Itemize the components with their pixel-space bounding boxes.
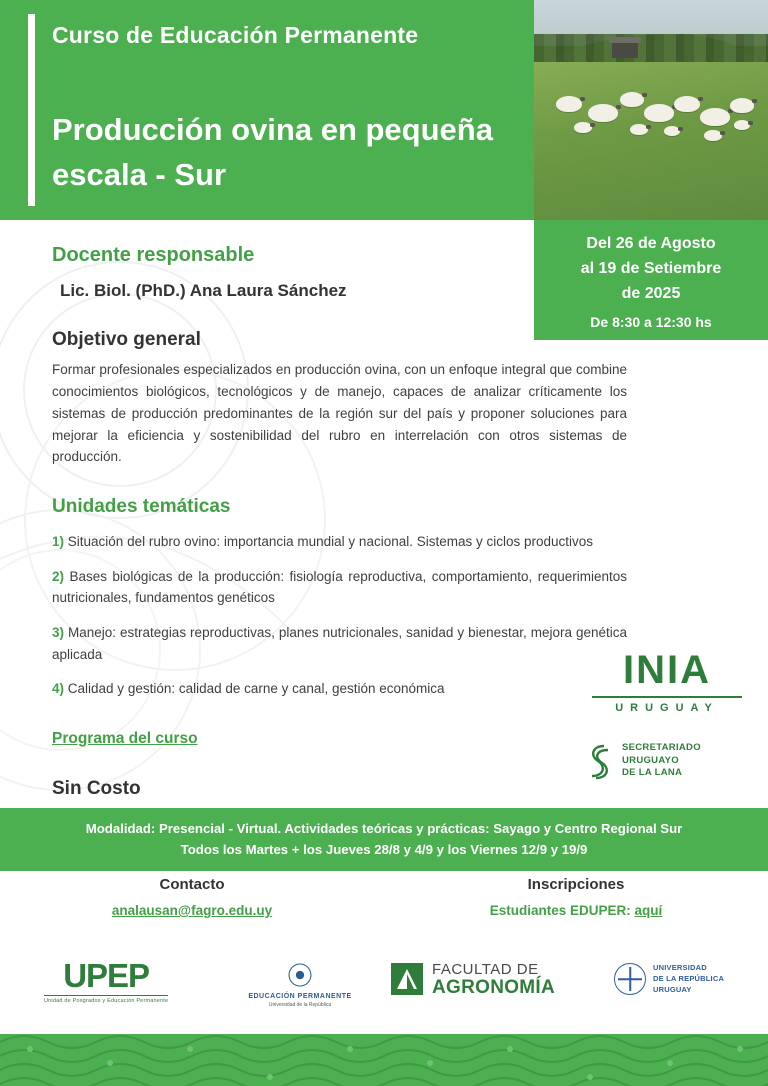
objective-title: Objetivo general: [52, 329, 201, 350]
contact-section: [0, 876, 768, 918]
inia-country: URUGUAY: [592, 696, 742, 714]
teacher-name: Lic. Biol. (PhD.) Ana Laura Sánchez: [60, 281, 347, 300]
units-list: [52, 531, 627, 700]
eduper-line-1: EDUCACIÓN PERMANENTE: [248, 993, 352, 1000]
bottom-pattern: [0, 1034, 768, 1086]
unit-text: Manejo: estrategias reproductivas, planes nutricionales, sanidad y bienestar, mejora genética aplicada: [52, 625, 627, 662]
teacher-label: Docente responsable: [52, 244, 255, 266]
registration-value: [384, 903, 768, 918]
unit-number: 3): [52, 625, 65, 641]
unit-number: 1): [52, 534, 65, 550]
modality-line-2: Todos los Martes + los Jueves 28/8 y 4/9 y los Viernes 12/9 y 19/9: [180, 842, 588, 858]
inia-wordmark: INIA: [623, 648, 711, 692]
lana-line-1: SECRETARIADO: [622, 741, 701, 753]
modality-line-1: Modalidad: Presencial - Virtual. Actividades teóricas y prácticas: Sayago y Centro Regional Sur: [85, 821, 683, 836]
course-kicker: Curso de Educación Permanente: [52, 22, 419, 48]
udelar-line-1: UNIVERSIDAD: [653, 963, 707, 972]
sheep-grazing-photo: [534, 0, 768, 220]
list-item: [52, 566, 627, 609]
course-hours: De 8:30 a 12:30 hs: [590, 314, 712, 331]
contact-email[interactable]: analausan@fagro.edu.uy: [111, 903, 273, 918]
header-accent-bar: [28, 14, 35, 206]
agronomia-mark-icon: [390, 962, 424, 996]
unit-text: Situación del rubro ovino: importancia mundial y nacional. Sistemas y ciclos productivos: [67, 534, 594, 550]
page-title: Producción ovina en pequeña escala - Sur: [52, 112, 493, 192]
program-link[interactable]: Programa del curso: [52, 729, 198, 747]
list-item: [52, 678, 627, 700]
inia-logo: [592, 650, 742, 714]
date-line-3: de 2025: [621, 284, 681, 302]
unit-number: 2): [52, 568, 65, 584]
unit-text: Calidad y gestión: calidad de carne y canal, gestión económica: [67, 681, 445, 697]
udelar-logo: [614, 963, 724, 996]
wool-mark-icon: [582, 740, 614, 782]
swirl-icon: ⦿: [286, 961, 313, 991]
registration-link[interactable]: aquí: [634, 903, 663, 918]
course-cost: Sin Costo: [52, 777, 141, 799]
lana-line-3: DE LA LANA: [622, 767, 683, 779]
educacion-permanente-logo: [240, 963, 360, 1008]
date-line-2: al 19 de Setiembre: [580, 259, 722, 277]
udelar-line-2: DE LA REPÚBLICA: [653, 973, 725, 983]
upep-subtitle: Unidad de Posgrados y Educación Permanente: [44, 995, 168, 1004]
objective-text: Formar profesionales especializados en producción ovina, con un enfoque integral que combine conocimientos biológicos, tecnológicos y de manejo, capaces de analizar críticamente los sistemas de producción predominantes de la región sur del país y proponer soluciones para mejorar la eficiencia y sostenibilidad del rubro en interrelación con otros sistemas de producción.: [52, 362, 627, 465]
units-title: Unidades temáticas: [52, 496, 231, 518]
agronomia-line-2: AGRONOMÍA: [432, 977, 556, 998]
unit-text: Bases biológicas de la producción: fisiología reproductiva, comportamiento, requerimientos nutricionales, fundamentos genéticos: [52, 568, 627, 606]
contact-column: [0, 876, 384, 918]
modality-band: [0, 808, 768, 871]
udelar-mark-icon: [614, 963, 646, 995]
upep-logo: [44, 959, 168, 1004]
registration-text: Estudiantes EDUPER:: [489, 903, 631, 918]
upep-wordmark: UPEP: [63, 957, 150, 994]
list-item: [52, 622, 627, 665]
poster-header: [0, 0, 768, 220]
institution-logos: [0, 955, 768, 1035]
lana-line-2: URUGUAYO: [622, 754, 679, 766]
udelar-line-3: URUGUAY: [653, 984, 692, 994]
list-item: [52, 531, 627, 553]
agronomia-line-1: FACULTAD DE: [432, 961, 539, 978]
eduper-line-2: Universidad de la República: [268, 1002, 332, 1008]
course-dates-box: [534, 220, 768, 340]
unit-number: 4): [52, 681, 65, 697]
registration-column: [384, 876, 768, 918]
date-line-1: Del 26 de Agosto: [586, 235, 716, 252]
registration-title: Inscripciones: [527, 876, 625, 893]
facultad-agronomia-logo: [390, 961, 555, 998]
bottom-pattern-band: [0, 1034, 768, 1086]
secretariado-lana-logo: [582, 740, 742, 782]
contact-title: Contacto: [159, 876, 225, 893]
